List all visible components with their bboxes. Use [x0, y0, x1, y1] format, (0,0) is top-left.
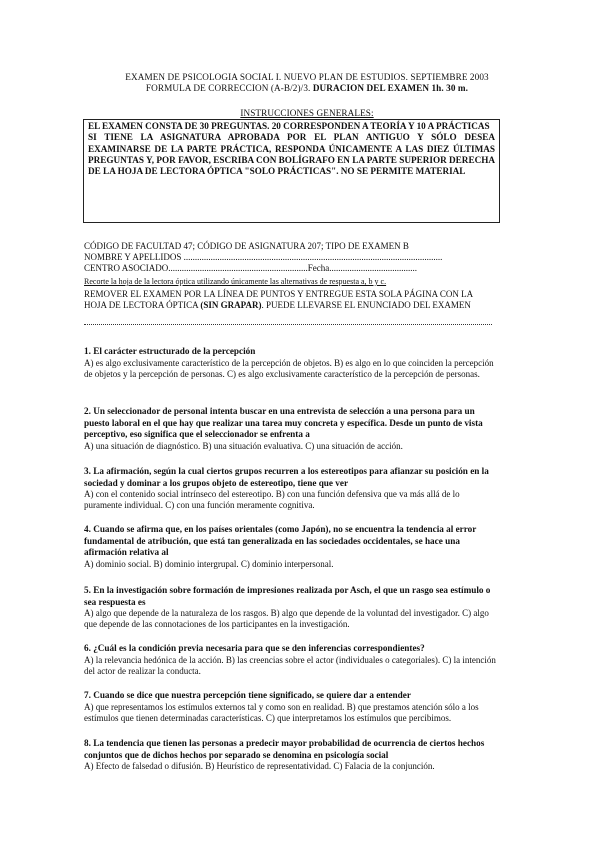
question-2 — [84, 406, 496, 452]
correction-formula: FORMULA DE CORRECCION (A-B/2)/3. — [145, 83, 313, 93]
question-5-options: A) algo que depende de la naturaleza de los rasgos. B) algo que depende de la voluntad del investigador. C) algo que depende de las connotaciones de los participantes en la investigación. — [84, 608, 489, 630]
exam-formula-duration — [60, 83, 554, 94]
question-6-text: 6. ¿Cuál es la condición previa necesaria para que se den inferencias correspondientes? — [84, 643, 425, 653]
question-7-options: A) que representamos los estímulos externos tal y como son en realidad. B) que prestamos atención sólo a los estímulos que tienen determinadas características. C) que interpretamos los estímulos que percibimos. — [84, 701, 479, 723]
question-4-text: 4. Cuando se afirma que, en los países orientales (como Japón), no se encuentra la tendencia al error fundamental de atribución, que está tan generalizada en las sociedades occidentales, se hace una afirmación relativa al — [84, 524, 477, 557]
question-8-options: A) Efecto de falsedad o difusión. B) Heurístico de representatividad. C) Falacia de la conjunción. — [84, 761, 435, 771]
question-8-text: 8. La tendencia que tienen las personas a predecir mayor probabilidad de ocurrencia de ciertos hechos conjuntos que de dichos hechos por separado se denomina en psicología social — [84, 738, 485, 760]
question-7-text: 7. Cuando se dice que nuestra percepción tiene significado, se quiere dar a entender — [84, 690, 411, 700]
cut-line — [84, 324, 492, 325]
question-1-options: A) es algo exclusivamente característico de la percepción de objetos. B) es algo en lo que coinciden la percepción de objetos y la percepción de personas. C) es algo exclusivamente característico de la percepción de personas. — [84, 357, 494, 379]
question-3 — [84, 466, 496, 512]
no-staple-note: (SIN GRAPAR) — [200, 299, 262, 310]
question-4 — [84, 524, 496, 570]
instructions-box — [83, 119, 500, 223]
question-6 — [84, 643, 496, 677]
instructions-structure: EL EXAMEN CONSTA DE 30 PREGUNTAS. 20 CORRESPONDEN A TEORÍA Y 10 A PRÁCTICAS — [88, 121, 490, 131]
question-5 — [84, 585, 496, 631]
center-date-field: CENTRO ASOCIADO..............................................................Fecha....................................... — [84, 263, 417, 273]
exam-title: EXAMEN DE PSICOLOGIA SOCIAL I. NUEVO PLAN DE ESTUDIOS. SEPTIEMBRE 2003 — [125, 72, 489, 82]
question-5-text: 5. En la investigación sobre formación de impresiones realizada por Asch, el que un rasgo sea estímulo o sea respuesta es — [84, 585, 491, 607]
name-field: NOMBRE Y APELLIDOS ................................................................................................................... — [84, 252, 443, 262]
exam-duration: DURACION DEL EXAMEN 1h. 30 m. — [312, 83, 469, 93]
question-8 — [84, 738, 496, 772]
answer-sheet-note: Recorte la hoja de la lectora óptica utilizando únicamente las alternativas de respuesta a, b y c. — [84, 277, 387, 286]
question-2-options: A) una situación de diagnóstico. B) una situación evaluativa. C) una situación de acción. — [84, 440, 403, 451]
question-6-options: A) la relevancia hedónica de la acción. B) las creencias sobre el actor (individuales o categoriales). C) la intención del actor de realizar la conducta. — [84, 654, 496, 676]
return-instructions — [84, 289, 494, 311]
exam-codes: CÓDIGO DE FACULTAD 47; CÓDIGO DE ASIGNATURA 207; TIPO DE EXAMEN B — [84, 241, 409, 251]
question-1-text: 1. El carácter estructurado de la percepción — [84, 346, 256, 356]
return-text: REMOVER EL EXAMEN POR LA LÍNEA DE PUNTOS Y ENTREGUE ESTA SOLA PÁGINA CON LA HOJA DE LECTORA ÓPTICA — [84, 289, 473, 310]
question-4-options: A) dominio social. B) dominio intergrupal. C) dominio interpersonal. — [84, 558, 334, 569]
question-7 — [84, 690, 496, 724]
return-text-end: . PUEDE LLEVARSE EL ENUNCIADO DEL EXAMEN — [261, 299, 471, 310]
question-2-text: 2. Un seleccionador de personal intenta buscar en una entrevista de selección a una persona para un puesto laboral en el que hay que realizar una tarea muy concreta y específica. Desde un punto de vista perceptivo, eso significa que el seleccionador se enfrenta a — [84, 406, 483, 439]
question-3-options: A) con el contenido social intrínseco del estereotipo. B) con una función defensiva que va más allá de lo puramente individual. C) con una función meramente cognitiva. — [84, 489, 460, 511]
question-3-text: 3. La afirmación, según la cual ciertos grupos recurren a los estereotipos para afianzar su posición en la sociedad y dominar a los grupos objeto de estereotipo, tiene que ver — [84, 466, 489, 488]
instructions-practice-only: SI TIENE LA ASIGNATURA APROBADA POR EL PLAN ANTIGUO Y SÓLO DESEA EXAMINARSE DE LA PARTE PRÁCTICA, RESPONDA ÚNICAMENTE A LAS DIEZ ÚLTIMAS PREGUNTAS Y, POR FAVOR, ESCRIBA CON BOLÍGRAFO EN LA PARTE SUPERIOR DERECHA DE LA HOJA DE LECTORA ÓPTICA "SOLO PRÁCTICAS". NO SE PERMITE MATERIAL — [88, 132, 495, 177]
question-1 — [84, 346, 496, 380]
instructions-title: INSTRUCCIONES GENERALES: — [240, 108, 374, 118]
